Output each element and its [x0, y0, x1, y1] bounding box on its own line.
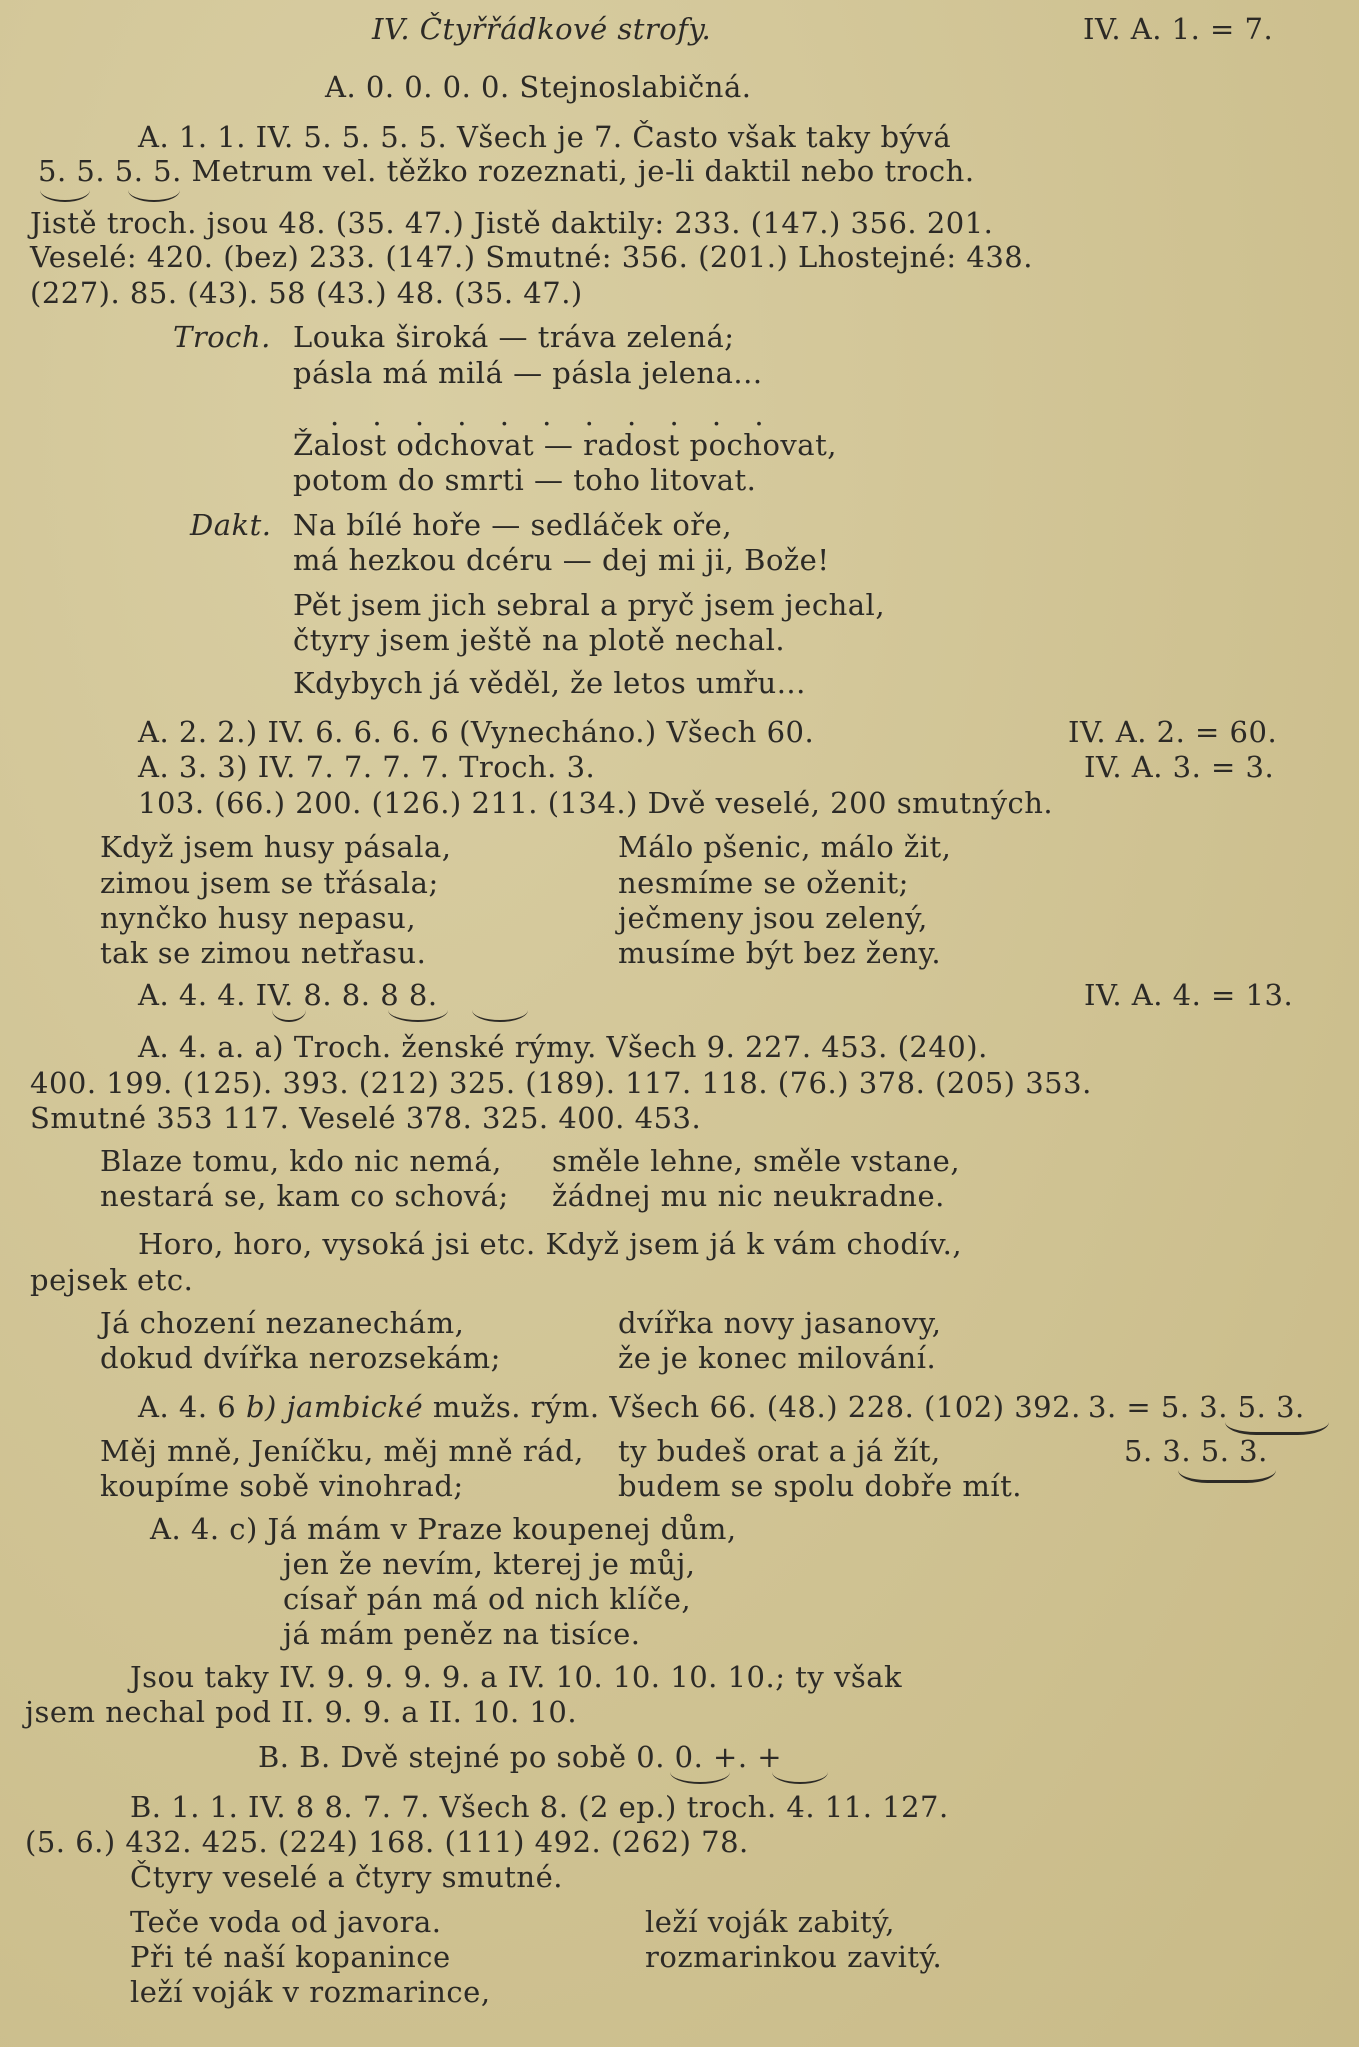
- verse-line: Na bílé hoře — sedláček oře,: [293, 508, 733, 542]
- horo-line-1: Horo, horo, vysoká jsi etc. Když jsem já k vám chodív.,: [138, 1227, 963, 1261]
- a1-line-3: Jistě troch. jsou 48. (35. 47.) Jistě daktily: 233. (147.) 356. 201.: [30, 206, 994, 240]
- a2-line: A. 2. 2.) IV. 6. 6. 6. 6 (Vynecháno.) Všech 60.: [138, 715, 815, 749]
- verse-left: Když jsem husy pásala,: [100, 830, 452, 864]
- a1-line-2: 5. 5. 5. 5. Metrum vel. těžko rozeznati, je-li daktil nebo troch.: [38, 154, 975, 188]
- verse-line: Žalost odchovat — radost pochovat,: [293, 428, 837, 462]
- a2-reference: IV. A. 2. = 60.: [1068, 715, 1278, 749]
- a3-line-2: 103. (66.) 200. (126.) 211. (134.) Dvě veselé, 200 smutných.: [138, 786, 1054, 820]
- a4c-line: A. 4. c) Já mám v Praze koupenej dům,: [150, 1512, 737, 1546]
- metrum-arc: [388, 1010, 448, 1022]
- verse-left: koupíme sobě vinohrad;: [100, 1469, 464, 1503]
- verse-line: čtyry jsem ještě na plotě nechal.: [293, 623, 786, 657]
- metrum-arc: [40, 190, 90, 202]
- verse-left: tak se zimou netřasu.: [100, 936, 427, 970]
- a4b-italic: b) jambické: [245, 1390, 424, 1424]
- metrum-arc: [772, 1772, 828, 1784]
- taky-line-1: Jsou taky IV. 9. 9. 9. 9. a IV. 10. 10. 10. 10.; ty však: [130, 1660, 903, 1694]
- dakt-label: Dakt.: [190, 508, 272, 542]
- verse-left: Já chození nezanechám,: [100, 1306, 465, 1340]
- page-reference: IV. A. 1. = 7.: [1083, 12, 1274, 46]
- b-line-2: (5. 6.) 432. 425. (224) 168. (111) 492. (262) 78.: [25, 1825, 749, 1859]
- a4b-line: [138, 1390, 1081, 1424]
- verse-line: pásla má milá — pásla jelena...: [293, 356, 763, 390]
- page-title: IV. Čtyřřádkové strofy.: [372, 12, 712, 46]
- verse-right: žádnej mu nic neukradne.: [552, 1179, 945, 1213]
- verse-right: že je konec milování.: [618, 1341, 937, 1375]
- verse-left: Teče voda od javora.: [130, 1905, 442, 1939]
- a4b-ref-1: 3. = 5. 3. 5. 3.: [1088, 1390, 1305, 1424]
- verse-right: dvířka novy jasanovy,: [618, 1306, 942, 1340]
- section-a-title: A. 0. 0. 0. 0. Stejnoslabičná.: [325, 70, 752, 104]
- verse-left: leží voják v rozmarince,: [130, 1975, 491, 2009]
- a4b-rest: mužs. rým. Všech 66. (48.) 228. (102) 392.: [423, 1390, 1081, 1424]
- ellipsis-dots: . . . . . . . . . . .: [330, 398, 776, 432]
- a4-reference: IV. A. 4. = 13.: [1084, 978, 1294, 1012]
- a3-line-1: A. 3. 3) IV. 7. 7. 7. 7. Troch. 3.: [138, 750, 596, 784]
- b-line-3: Čtyry veselé a čtyry smutné.: [130, 1860, 563, 1894]
- verse-left: dokud dvířka nerozsekám;: [100, 1341, 501, 1375]
- a1-line-4: Veselé: 420. (bez) 233. (147.) Smutné: 356. (201.) Lhostejné: 438.: [30, 240, 1033, 274]
- verse-right: Málo pšenic, málo žit,: [618, 830, 952, 864]
- verse-left: Při té naší kopanince: [130, 1940, 451, 1974]
- verse-right: směle lehne, směle vstane,: [552, 1144, 961, 1178]
- metrum-brace: [1178, 1470, 1276, 1483]
- a4b-prefix: A. 4. 6: [138, 1390, 246, 1424]
- verse-right: ječmeny jsou zelený,: [618, 901, 928, 935]
- a4a-line-3: Smutné 353 117. Veselé 378. 325. 400. 453.: [30, 1101, 702, 1135]
- a3-reference: IV. A. 3. = 3.: [1084, 750, 1275, 784]
- verse-line: Louka široká — tráva zelená;: [293, 320, 735, 354]
- metrum-arc: [128, 190, 180, 202]
- verse-line: potom do smrti — toho litovat.: [293, 463, 757, 497]
- section-b-title: B. B. Dvě stejné po sobě 0. 0. +. +: [258, 1740, 783, 1774]
- a4a-line-2: 400. 199. (125). 393. (212) 325. (189). 117. 118. (76.) 378. (205) 353.: [30, 1066, 1092, 1100]
- verse-left: zimou jsem se třásala;: [100, 866, 439, 900]
- a4a-line-1: A. 4. a. a) Troch. ženské rýmy. Všech 9. 227. 453. (240).: [138, 1030, 988, 1064]
- metrum-arc: [472, 1010, 528, 1022]
- verse-line: má hezkou dcéru — dej mi ji, Bože!: [293, 543, 830, 577]
- a1-line-1: A. 1. 1. IV. 5. 5. 5. 5. Všech je 7. Často však taky bývá: [138, 120, 952, 154]
- verse-right: musíme být bez ženy.: [618, 936, 942, 970]
- verse-line: Pět jsem jich sebral a pryč jsem jechal,: [293, 588, 886, 622]
- verse-right: nesmíme se oženit;: [618, 866, 909, 900]
- metrum-arc: [670, 1772, 730, 1784]
- verse-right: rozmarinkou zavitý.: [645, 1940, 943, 1974]
- a4b-ref-2: 5. 3. 5. 3.: [1124, 1434, 1268, 1468]
- b-line-1: B. 1. 1. IV. 8 8. 7. 7. Všech 8. (2 ep.) troch. 4. 11. 127.: [130, 1790, 949, 1824]
- metrum-arc: [272, 1010, 306, 1022]
- verse-right: ty budeš orat a já žít,: [618, 1434, 941, 1468]
- verse-line: já mám peněz na tisíce.: [283, 1617, 641, 1651]
- troch-label: Troch.: [173, 320, 271, 354]
- verse-left: nestará se, kam co schová;: [100, 1179, 509, 1213]
- verse-line: Kdybych já věděl, že letos umřu...: [293, 666, 806, 700]
- horo-line-2: pejsek etc.: [30, 1263, 194, 1297]
- verse-line: císař pán má od nich klíče,: [283, 1582, 692, 1616]
- taky-line-2: jsem nechal pod II. 9. 9. a II. 10. 10.: [25, 1695, 578, 1729]
- verse-line: jen že nevím, kterej je můj,: [283, 1547, 696, 1581]
- a4-line: A. 4. 4. IV. 8. 8. 8 8.: [138, 978, 438, 1012]
- verse-left: nynčko husy nepasu,: [100, 901, 417, 935]
- verse-left: Měj mně, Jeníčku, měj mně rád,: [100, 1434, 584, 1468]
- verse-left: Blaze tomu, kdo nic nemá,: [100, 1144, 502, 1178]
- verse-right: leží voják zabitý,: [645, 1905, 895, 1939]
- verse-right: budem se spolu dobře mít.: [618, 1469, 1022, 1503]
- a1-line-5: (227). 85. (43). 58 (43.) 48. (35. 47.): [30, 276, 583, 310]
